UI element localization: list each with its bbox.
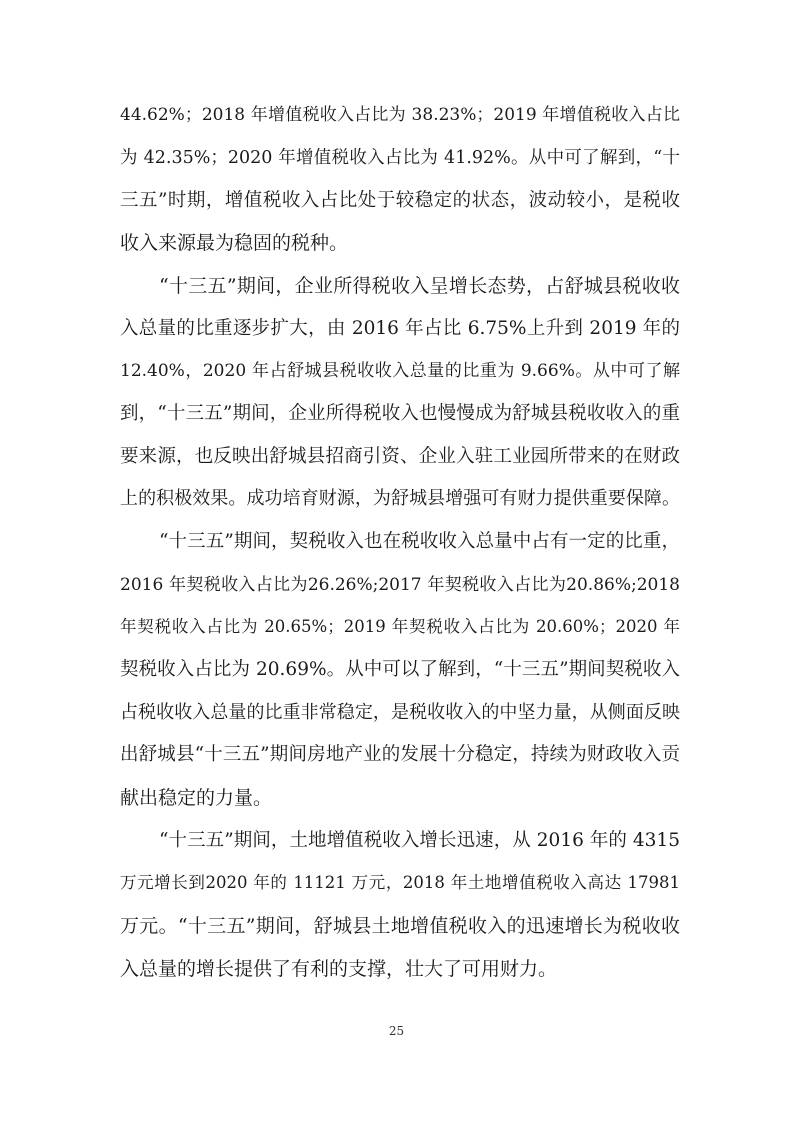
page-number: 25 (388, 1024, 405, 1038)
text-line: 到，“十三五”期间，企业所得税收入也慢慢成为舒城县税收收入的重 (120, 403, 680, 424)
text-line: 上的积极效果。成功培育财源，为舒城县增强可有财力提供重要保障。 (120, 488, 680, 509)
text-line: 要来源，也反映出舒城县招商引资、企业入驻工业园所带来的在财政 (120, 446, 680, 467)
text-line: 出舒城县“十三五”期间房地产业的发展十分稳定，持续为财政收入贡 (120, 744, 680, 765)
text-line: “十三五”期间，土地增值税收入增长迅速，从 2016 年的 4315 (159, 830, 680, 851)
text-line: 入总量的比重逐步扩大，由 2016 年占比 6.75%上升到 2019 年的 (120, 318, 680, 339)
text-line: 为 42.35%；2020 年增值税收入占比为 41.92%。从中可了解到，“十 (120, 148, 680, 168)
text-line: 占税收收入总量的比重非常稳定，是税收收入的中坚力量，从侧面反映 (120, 702, 680, 723)
text-line: 收入来源最为稳固的税种。 (120, 232, 349, 254)
text-line: 年契税收入占比为 20.65%；2019 年契税收入占比为 20.60%；2020 年 (120, 617, 680, 636)
text-line: 献出稳定的力量。 (120, 787, 273, 809)
text-line: 万元增长到2020 年的 11121 万元，2018 年土地增值税收入高达 17981 (120, 873, 680, 892)
text-line: “十三五”期间，企业所得税收入呈增长态势，占舒城县税收收 (159, 275, 680, 297)
text-line: 2016 年契税收入占比为26.26%;2017 年契税收入占比为20.86%;2018 (120, 575, 680, 595)
text-line: 万元。“十三五”期间，舒城县土地增值税收入的迅速增长为税收收 (120, 915, 680, 937)
text-line: “十三五”期间，契税收入也在税收收入总量中占有一定的比重， (159, 531, 680, 552)
text-line: 入总量的增长提供了有利的支撑，壮大了可用财力。 (120, 958, 558, 980)
text-line: 三五”时期，增值税收入占比处于较稳定的状态，波动较小，是税收 (120, 190, 680, 211)
text-line: 契税收入占比为 20.69%。从中可以了解到，“十三五”期间契税收入 (120, 659, 680, 680)
text-line: 12.40%，2020 年占舒城县税收收入总量的比重为 9.66%。从中可了解 (120, 361, 680, 381)
text-line: 44.62%；2018 年增值税收入占比为 38.23%；2019 年增值税收入占比 (120, 105, 680, 125)
